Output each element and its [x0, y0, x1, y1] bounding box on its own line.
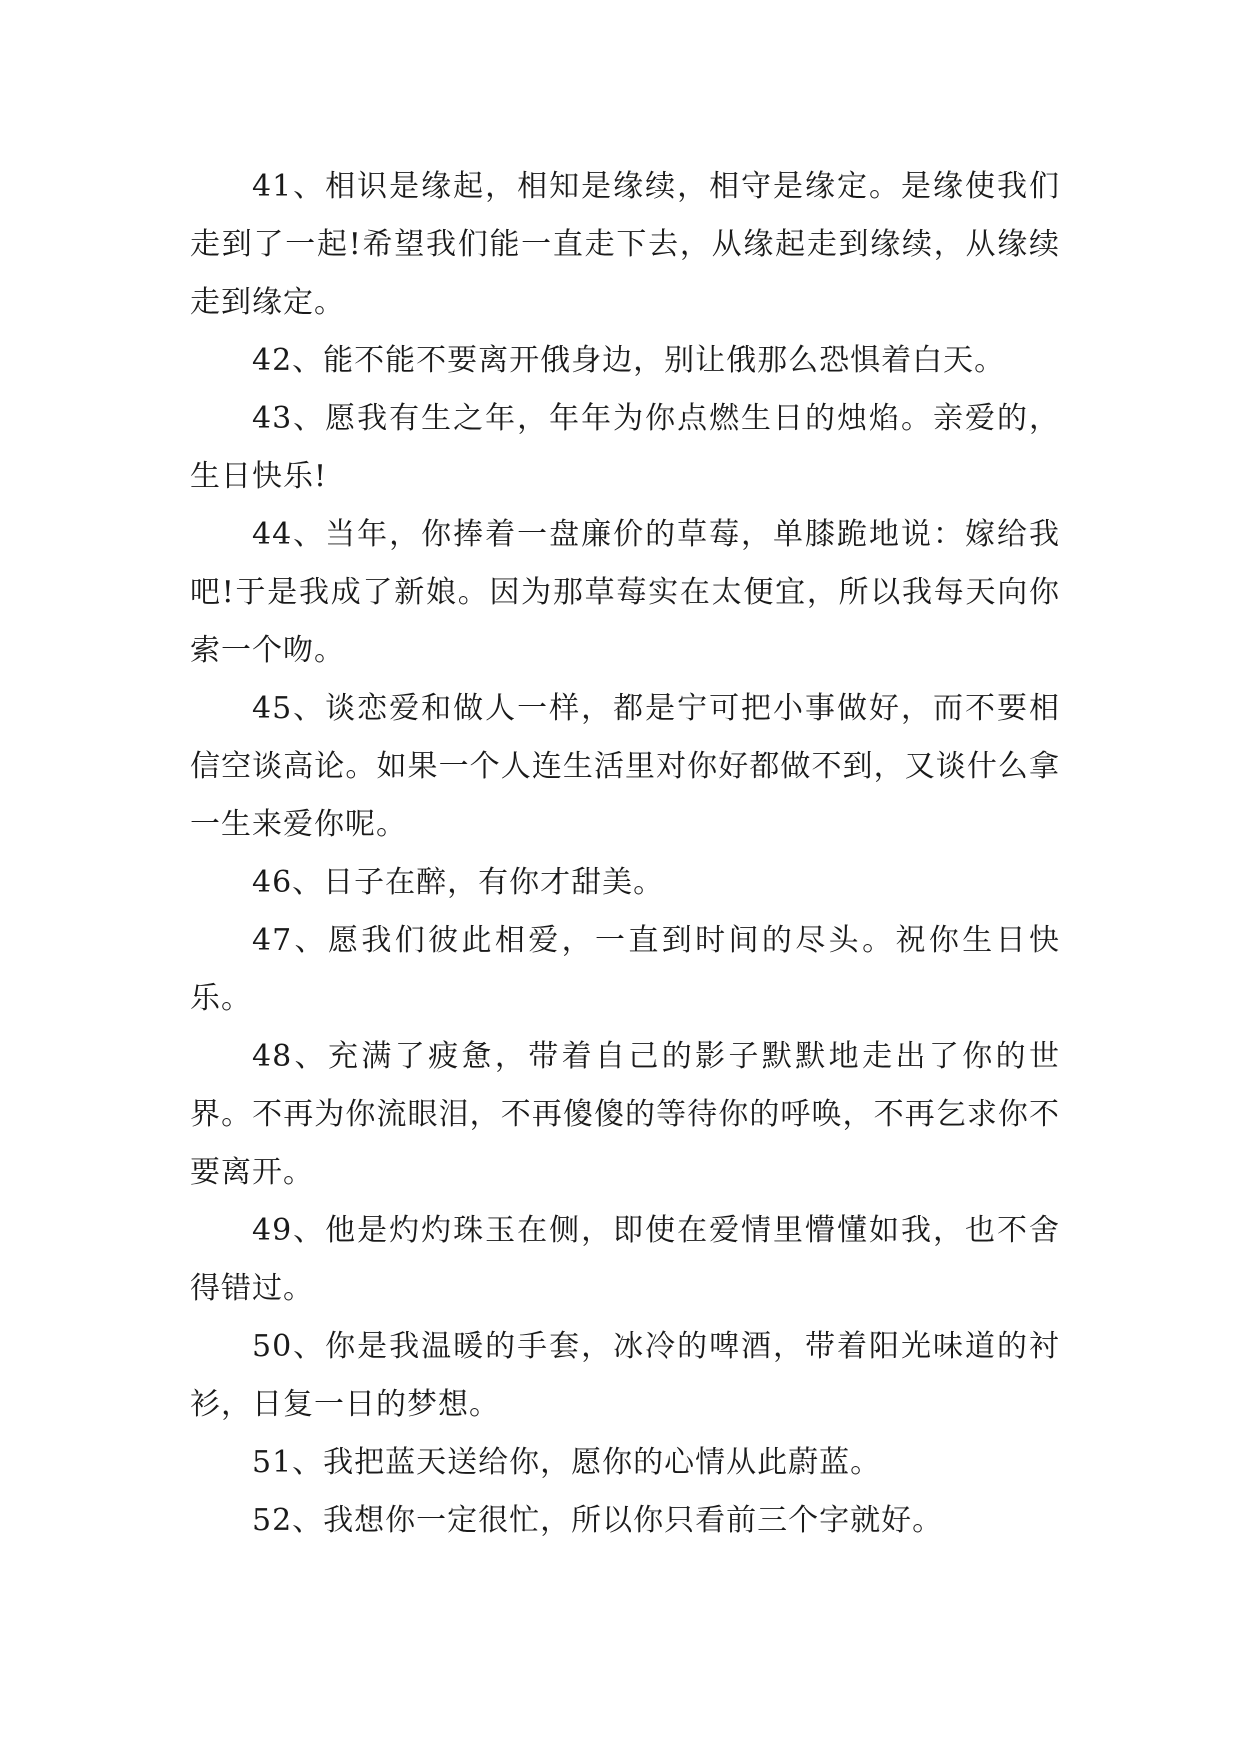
paragraph-43: 43、愿我有生之年，年年为你点燃生日的烛焰。亲爱的，生日快乐! — [190, 401, 1060, 494]
paragraph-48: 48、充满了疲惫，带着自己的影子默默地走出了你的世界。不再为你流眼泪，不再傻傻的等待你的呼唤，不再乞求你不要离开。 — [190, 1039, 1060, 1190]
paragraph-42: 42、能不能不要离开俄身边，别让俄那么恐惧着白天。 — [252, 343, 1006, 378]
paragraph-45: 45、谈恋爱和做人一样，都是宁可把小事做好，而不要相信空谈高论。如果一个人连生活里对你好都做不到，又谈什么拿一生来爱你呢。 — [190, 691, 1060, 842]
paragraph-44: 44、当年，你捧着一盘廉价的草莓，单膝跪地说：嫁给我吧!于是我成了新娘。因为那草莓实在太便宜，所以我每天向你索一个吻。 — [190, 517, 1060, 668]
paragraph-51: 51、我把蓝天送给你，愿你的心情从此蔚蓝。 — [252, 1445, 882, 1480]
paragraph-50: 50、你是我温暖的手套，冰冷的啤酒，带着阳光味道的衬衫，日复一日的梦想。 — [190, 1329, 1060, 1422]
paragraph-41: 41、相识是缘起，相知是缘续，相守是缘定。是缘使我们走到了一起!希望我们能一直走下去，从缘起走到缘续，从缘续走到缘定。 — [190, 169, 1060, 320]
paragraph-47: 47、愿我们彼此相爱，一直到时间的尽头。祝你生日快乐。 — [190, 923, 1060, 1016]
paragraph-49: 49、他是灼灼珠玉在侧，即使在爱情里懵懂如我，也不舍得错过。 — [190, 1213, 1060, 1306]
paragraph-46: 46、日子在醉，有你才甜美。 — [252, 865, 665, 900]
paragraph-52: 52、我想你一定很忙，所以你只看前三个字就好。 — [252, 1503, 944, 1538]
document-body — [190, 158, 1060, 1550]
